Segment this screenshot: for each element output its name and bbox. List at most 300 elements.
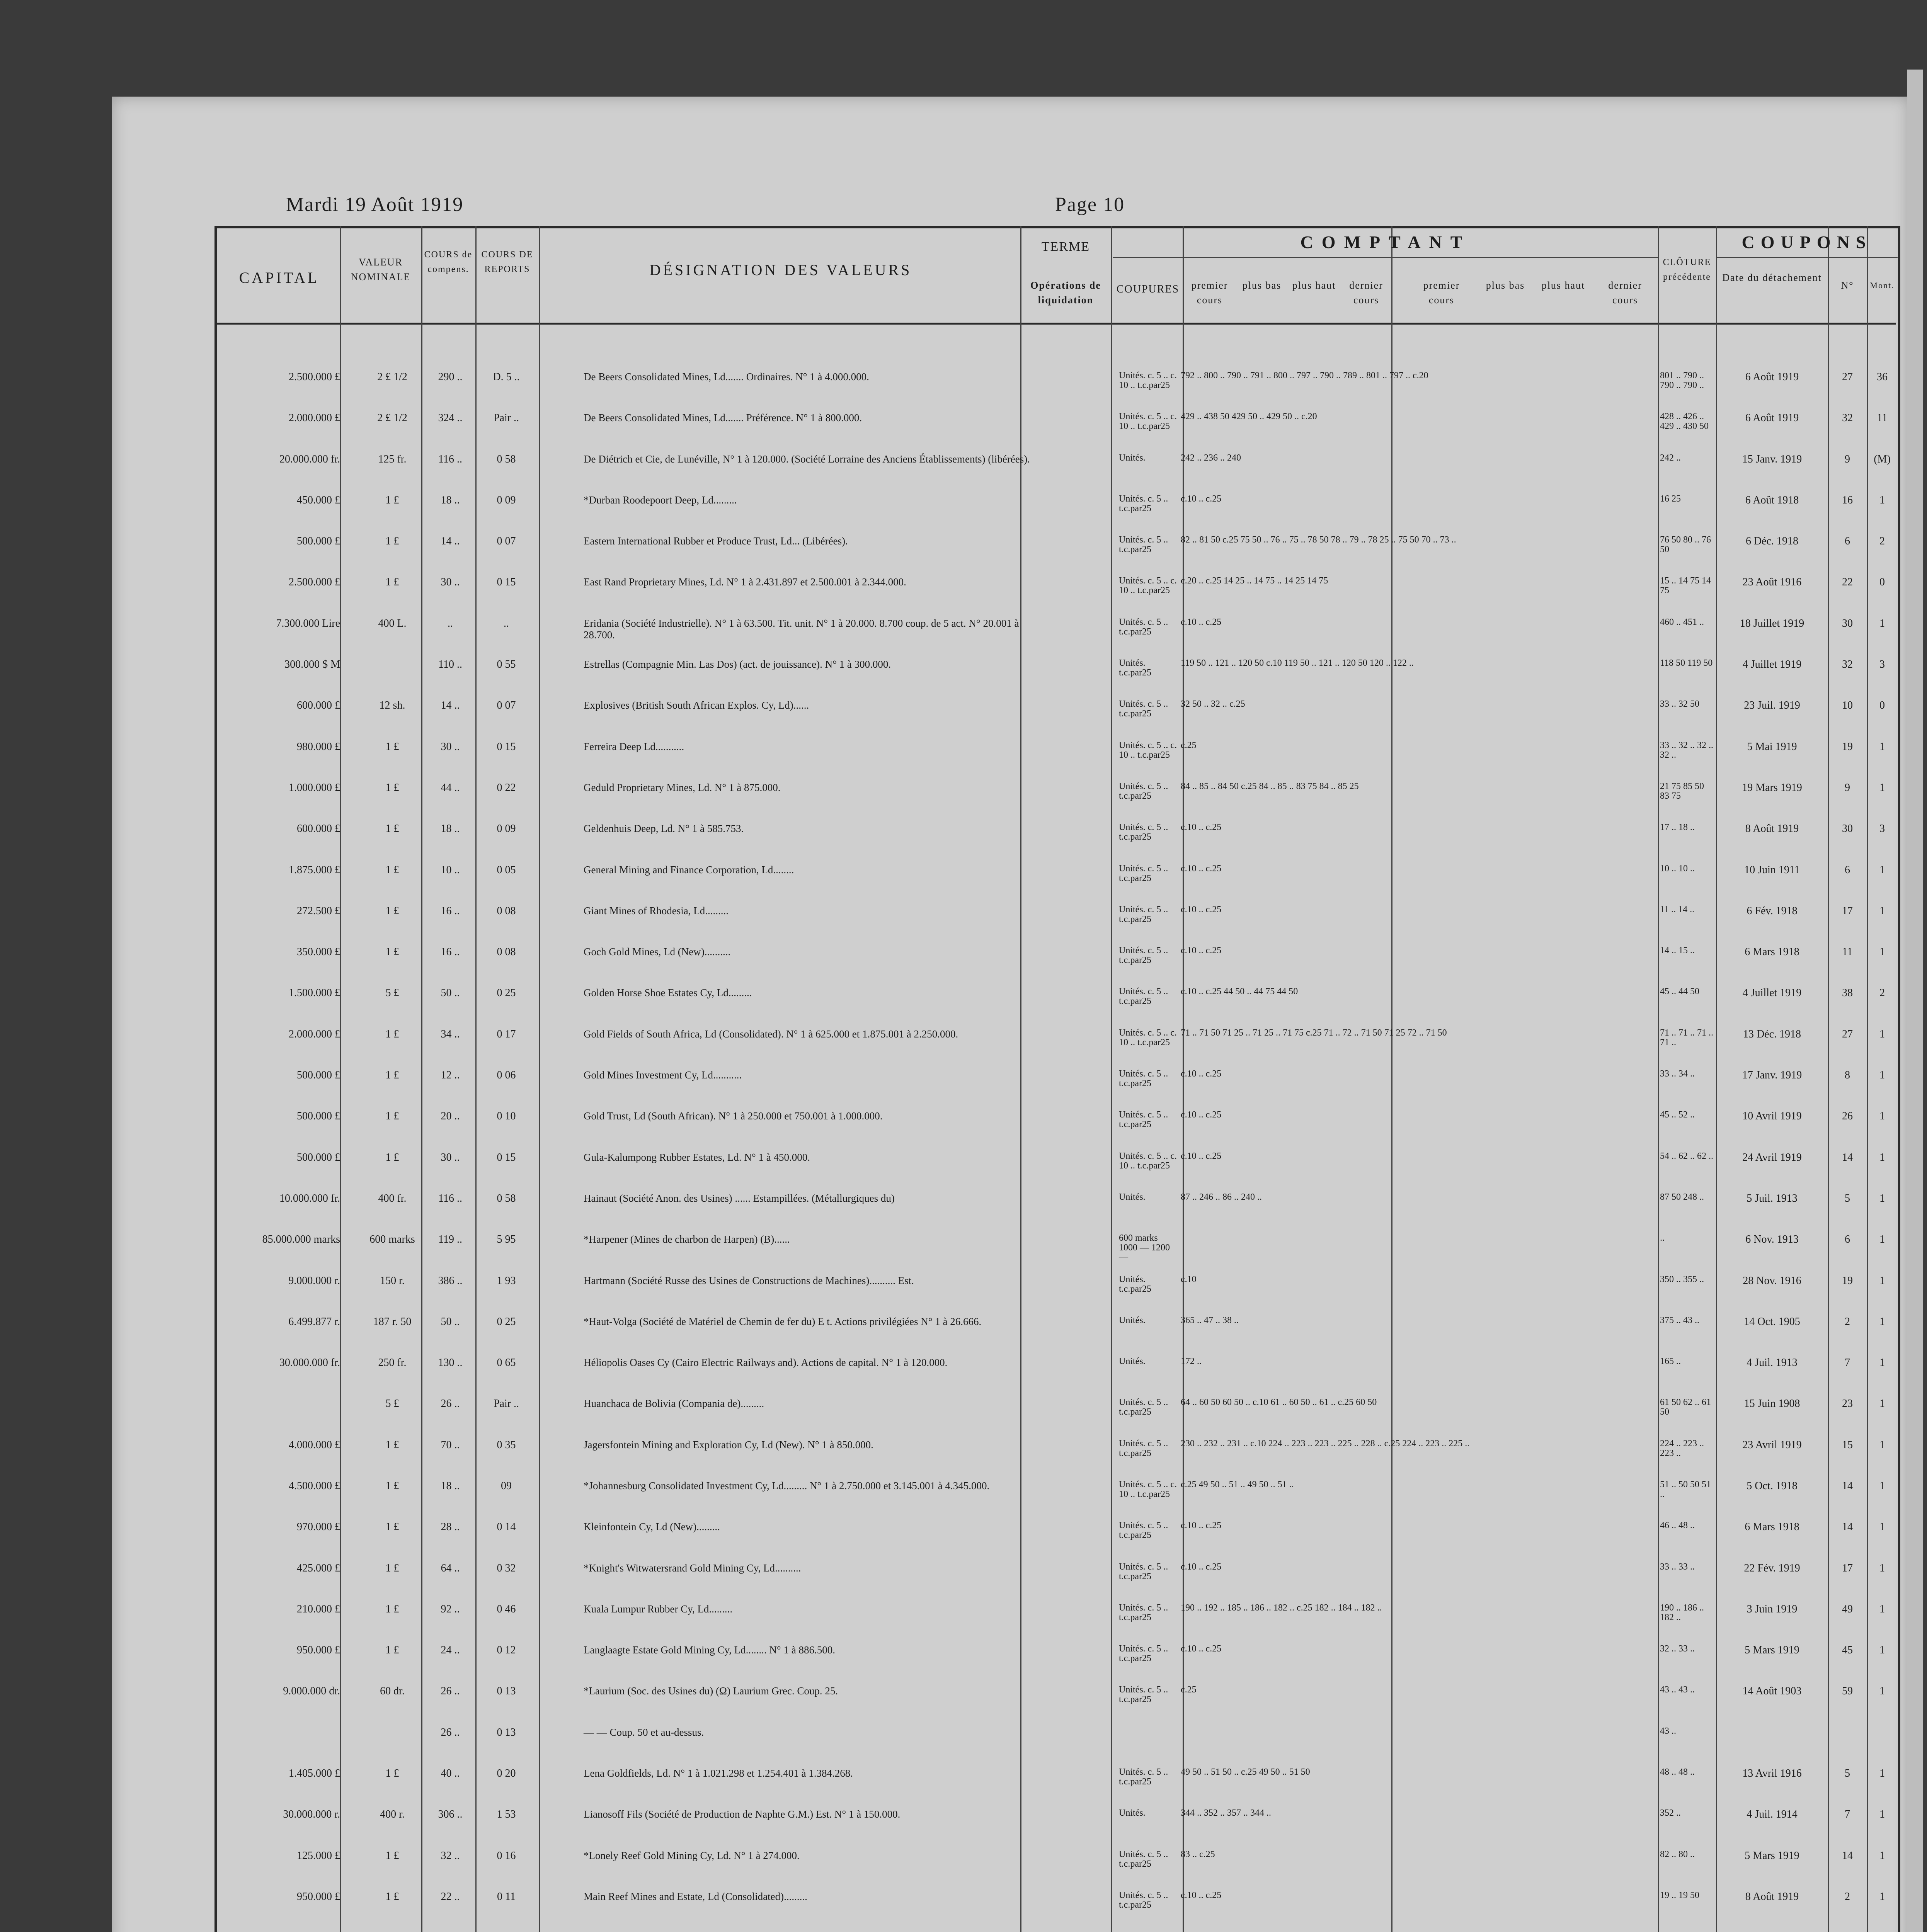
coupon-date-cell: 4 Juillet 1919: [1742, 987, 1802, 999]
coupon-date-cell: 14 Oct. 1905: [1744, 1315, 1800, 1328]
table-row: [0, 1110, 1927, 1149]
coupon-number-cell: 38: [1842, 987, 1853, 999]
coupures-cell: Unités. t.c.par25: [1119, 658, 1151, 678]
capital-cell: 300.000 $ M: [284, 658, 340, 671]
coupon-amount-cell: 1: [1879, 1603, 1885, 1615]
coupon-amount-cell: 1: [1879, 1644, 1885, 1656]
coupon-amount-cell: 1: [1879, 1357, 1885, 1369]
cours-cell: 40 ..: [441, 1767, 460, 1780]
coupures-cell: Unités. c. 5 .. c. 10 .. t.c.par25: [1119, 1151, 1177, 1171]
table-row: [0, 576, 1927, 615]
coupon-amount-cell: 1: [1879, 1151, 1885, 1163]
table-row: [0, 1151, 1927, 1190]
capital-cell: 425.000 £: [297, 1562, 340, 1574]
cours-values-cell: c.20 .. c.25 14 25 .. 14 75 .. 14 25 14 75: [1181, 576, 1328, 586]
cours-cell: 30 ..: [441, 740, 460, 753]
col-cloture: CLÔTURE précédente: [1663, 257, 1711, 282]
coupon-number-cell: 6: [1845, 864, 1850, 876]
reports-cell: 0 65: [497, 1357, 516, 1369]
cours-values-cell: c.10 .. c.25: [1181, 863, 1222, 874]
designation-cell: Estrellas (Compagnie Min. Las Dos) (act. de jouissance). N° 1 à 300.000.: [584, 658, 891, 670]
col-plus-bas: plus bas: [1242, 280, 1282, 291]
coupures-cell: Unités. c. 5 .. t.c.par25: [1119, 1069, 1168, 1089]
cours-values-cell: c.10 .. c.25: [1181, 904, 1222, 915]
cours-values-cell: c.10 .. c.25: [1181, 822, 1222, 833]
reports-cell: 0 20: [497, 1767, 516, 1780]
col-date-detach: Date du détachement: [1722, 272, 1822, 283]
cours-cell: 12 ..: [441, 1069, 460, 1082]
coupon-date-cell: 15 Juin 1908: [1744, 1398, 1800, 1410]
reports-cell: 0 14: [497, 1521, 516, 1533]
coupon-amount-cell: 0: [1879, 576, 1885, 588]
coupon-amount-cell: (M): [1874, 453, 1891, 465]
col-coupons: COUPONS: [1741, 232, 1872, 252]
designation-cell: Hartmann (Société Russe des Usines de Constructions de Machines).......... Est.: [584, 1274, 914, 1286]
cours-values-cell: 190 .. 192 .. 185 .. 186 .. 182 .. c.25 182 .. 184 .. 182 ..: [1181, 1602, 1382, 1613]
coupon-date-cell: 13 Déc. 1918: [1743, 1028, 1801, 1040]
coupures-cell: Unités. c. 5 .. t.c.par25: [1119, 1767, 1168, 1787]
designation-cell: Huanchaca de Bolivia (Compania de).........: [584, 1398, 764, 1410]
capital-cell: 210.000 £: [297, 1603, 340, 1615]
cours-cell: 290 ..: [438, 371, 463, 383]
table-row: [0, 1808, 1927, 1847]
coupon-number-cell: 16: [1842, 494, 1853, 506]
reports-cell: 0 58: [497, 453, 516, 465]
designation-cell: Gold Mines Investment Cy, Ld...........: [584, 1069, 742, 1081]
cours-cell: 34 ..: [441, 1028, 460, 1040]
table-row: [0, 1480, 1927, 1519]
coupon-date-cell: 4 Juillet 1919: [1742, 658, 1802, 671]
col-cours-compens: COURS de compens.: [424, 250, 473, 274]
coupon-date-cell: 5 Juil. 1913: [1747, 1192, 1798, 1204]
valeur-cell: 250 fr.: [378, 1357, 407, 1369]
designation-cell: Lianosoff Fils (Société de Production de Naphte G.M.) Est. N° 1 à 150.000.: [584, 1808, 901, 1820]
reports-cell: 0 32: [497, 1562, 516, 1574]
cloture-cell: 15 .. 14 75 14 75: [1660, 576, 1711, 596]
reports-cell: 0 07: [497, 535, 516, 548]
cloture-cell: 17 .. 18 ..: [1660, 822, 1695, 833]
capital-cell: 85.000.000 marks: [262, 1233, 340, 1246]
valeur-cell: 1 £: [385, 1069, 399, 1082]
coupon-date-cell: 5 Mars 1919: [1745, 1644, 1799, 1656]
designation-cell: Hainaut (Société Anon. des Usines) ...... Estampillées. (Métallurgiques du): [584, 1192, 895, 1204]
cloture-cell: 118 50 119 50: [1660, 658, 1713, 668]
coupures-cell: Unités. c. 5 .. c. 10 .. t.c.par25: [1119, 1480, 1177, 1499]
coupon-amount-cell: 1: [1879, 1192, 1885, 1204]
coupon-amount-cell: 1: [1879, 1890, 1885, 1903]
coupon-date-cell: 15 Janv. 1919: [1742, 453, 1802, 465]
coupon-amount-cell: 1: [1879, 1767, 1885, 1780]
coupon-amount-cell: 1: [1879, 781, 1885, 794]
coupures-cell: Unités. c. 5 .. t.c.par25: [1119, 493, 1168, 514]
reports-cell: 0 13: [497, 1726, 516, 1738]
reports-cell: 0 08: [497, 946, 516, 958]
cloture-cell: 16 25: [1660, 493, 1681, 504]
cours-values-cell: 429 .. 438 50 429 50 .. 429 50 .. c.20: [1181, 412, 1317, 422]
cours-values-cell: c.10: [1181, 1274, 1197, 1284]
valeur-cell: 1 £: [385, 1439, 399, 1451]
table-row: [0, 1192, 1927, 1231]
reports-cell: 1 53: [497, 1808, 516, 1821]
coupon-date-cell: 14 Août 1903: [1742, 1685, 1802, 1697]
cloture-cell: 21 75 85 50 83 75: [1660, 781, 1704, 801]
col-montant: Mont.: [1870, 281, 1895, 290]
reports-cell: 0 06: [497, 1069, 516, 1082]
coupures-cell: 600 marks 1000 — 1200 —: [1119, 1233, 1170, 1263]
coupon-number-cell: 2: [1845, 1315, 1850, 1328]
reports-cell: 0 12: [497, 1644, 516, 1656]
coupon-amount-cell: 3: [1879, 823, 1885, 835]
coupures-cell: Unités. c. 5 .. t.c.par25: [1119, 1397, 1168, 1417]
coupures-cell: Unités. c. 5 .. c. 10 .. t.c.par25: [1119, 412, 1177, 432]
cours-cell: 50 ..: [441, 1315, 460, 1328]
designation-cell: De Diétrich et Cie, de Lunéville, N° 1 à 120.000. (Société Lorraine des Anciens Établissements) (libérées).: [584, 453, 1030, 465]
coupon-number-cell: 11: [1842, 946, 1853, 958]
cours-values-cell: c.10 .. c.25: [1181, 1520, 1222, 1531]
cloture-cell: 801 .. 790 .. 790 .. 790 ..: [1660, 371, 1704, 390]
cours-values-cell: 242 .. 236 .. 240: [1181, 452, 1241, 463]
col-dernier-2: dernier cours: [1608, 280, 1642, 306]
cloture-cell: 428 .. 426 .. 429 .. 430 50: [1660, 412, 1709, 432]
cours-cell: ..: [448, 617, 453, 629]
valeur-cell: 125 fr.: [378, 453, 407, 465]
cours-cell: 70 ..: [441, 1439, 460, 1451]
coupon-date-cell: 18 Juillet 1919: [1740, 617, 1804, 629]
cours-cell: 16 ..: [441, 946, 460, 958]
cloture-cell: 33 .. 32 .. 32 .. 32 ..: [1660, 740, 1713, 760]
coupures-cell: Unités. c. 5 .. t.c.par25: [1119, 1644, 1168, 1664]
table-row: [0, 1275, 1927, 1313]
coupon-amount-cell: 1: [1879, 1685, 1885, 1697]
cours-cell: 16 ..: [441, 905, 460, 917]
cours-values-cell: 230 .. 232 .. 231 .. c.10 224 .. 223 .. 223 .. 225 .. 228 .. c.25 224 .. 223 .. 225 ..: [1181, 1438, 1470, 1449]
cours-values-cell: 344 .. 352 .. 357 .. 344 ..: [1181, 1808, 1271, 1818]
cours-cell: 64 ..: [441, 1562, 460, 1574]
cours-cell: 30 ..: [441, 576, 460, 588]
coupon-number-cell: 9: [1845, 781, 1850, 794]
cloture-cell: 61 50 62 .. 61 50: [1660, 1397, 1711, 1417]
coupon-number-cell: 45: [1842, 1644, 1853, 1656]
col-dernier: dernier cours: [1349, 280, 1383, 306]
table-row: [0, 987, 1927, 1026]
designation-cell: Gold Trust, Ld (South African). N° 1 à 250.000 et 750.001 à 1.000.000.: [584, 1110, 883, 1122]
cloture-cell: 224 .. 223 .. 223 ..: [1660, 1438, 1704, 1458]
designation-cell: Giant Mines of Rhodesia, Ld.........: [584, 905, 729, 917]
coupures-cell: Unités. c. 5 .. t.c.par25: [1119, 1110, 1168, 1130]
coupon-amount-cell: 1: [1879, 617, 1885, 629]
coupon-number-cell: 14: [1842, 1849, 1853, 1862]
coupon-date-cell: 4 Juil. 1913: [1747, 1357, 1798, 1369]
coupures-cell: Unités. t.c.par25: [1119, 1274, 1151, 1294]
coupon-number-cell: 26: [1842, 1110, 1853, 1122]
coupon-number-cell: 14: [1842, 1521, 1853, 1533]
valeur-cell: 1 £: [385, 576, 399, 588]
coupures-cell: Unités. c. 5 .. c. 10 .. t.c.par25: [1119, 576, 1177, 596]
capital-cell: 500.000 £: [297, 1069, 340, 1082]
cloture-cell: 165 ..: [1660, 1356, 1681, 1367]
coupon-date-cell: 24 Avril 1919: [1742, 1151, 1802, 1163]
capital-cell: 350.000 £: [297, 946, 340, 958]
capital-cell: 500.000 £: [297, 1110, 340, 1122]
cloture-cell: 14 .. 15 ..: [1660, 946, 1695, 956]
table-row: [0, 1439, 1927, 1478]
coupon-amount-cell: 11: [1877, 412, 1888, 424]
capital-cell: 950.000 £: [297, 1890, 340, 1903]
valeur-cell: 60 dr.: [380, 1685, 405, 1697]
cours-cell: 50 ..: [441, 987, 460, 999]
cours-values-cell: 49 50 .. 51 50 .. c.25 49 50 .. 51 50: [1181, 1767, 1310, 1777]
capital-cell: 2.000.000 £: [289, 1028, 340, 1040]
coupon-number-cell: 23: [1842, 1398, 1853, 1410]
reports-cell: 0 46: [497, 1603, 516, 1615]
col-cours-reports: COURS DE REPORTS: [481, 250, 533, 274]
cloture-cell: 33 .. 33 ..: [1660, 1561, 1695, 1572]
coupures-cell: Unités. c. 5 .. t.c.par25: [1119, 781, 1168, 801]
table-row: [0, 782, 1927, 820]
cours-values-cell: c.10 .. c.25 44 50 .. 44 75 44 50: [1181, 986, 1298, 997]
cours-values-cell: c.10 .. c.25: [1181, 1110, 1222, 1120]
capital-cell: 6.499.877 r.: [288, 1315, 340, 1328]
designation-cell: Explosives (British South African Explos. Cy, Ld)......: [584, 699, 809, 711]
capital-cell: 9.000.000 dr.: [283, 1685, 340, 1697]
table-row: [0, 1521, 1927, 1560]
coupon-amount-cell: 1: [1879, 946, 1885, 958]
cours-values-cell: 64 .. 60 50 60 50 .. c.10 61 .. 60 50 .. 61 .. c.25 60 50: [1181, 1397, 1377, 1408]
coupon-number-cell: 19: [1842, 1274, 1853, 1287]
coupon-number-cell: 19: [1842, 740, 1853, 753]
cours-values-cell: c.10 .. c.25: [1181, 946, 1222, 956]
col-premier: premier cours: [1191, 280, 1228, 306]
reports-cell: 0 10: [497, 1110, 516, 1122]
capital-cell: 500.000 £: [297, 535, 340, 548]
valeur-cell: 1 £: [385, 1849, 399, 1862]
designation-cell: *Harpener (Mines de charbon de Harpen) (B)......: [584, 1233, 790, 1245]
reports-cell: 0 15: [497, 576, 516, 588]
cours-values-cell: 83 .. c.25: [1181, 1849, 1215, 1859]
capital-cell: 9.000.000 r.: [288, 1274, 340, 1287]
col-terme: TERME: [1041, 240, 1090, 254]
table-row: [0, 1357, 1927, 1395]
reports-cell: 0 35: [497, 1439, 516, 1451]
capital-cell: 1.405.000 £: [289, 1767, 340, 1780]
table-row: [0, 658, 1927, 697]
valeur-cell: 1 £: [385, 1562, 399, 1574]
valeur-cell: 1 £: [385, 1767, 399, 1780]
designation-cell: Gula-Kalumpong Rubber Estates, Ld. N° 1 à 450.000.: [584, 1151, 810, 1163]
coupon-date-cell: 28 Nov. 1916: [1743, 1274, 1801, 1287]
coupon-number-cell: 32: [1842, 412, 1853, 424]
cloture-cell: 45 .. 52 ..: [1660, 1110, 1695, 1120]
coupon-amount-cell: 0: [1879, 699, 1885, 712]
reports-cell: 0 05: [497, 864, 516, 876]
reports-cell: 0 58: [497, 1192, 516, 1204]
coupures-cell: Unités. c. 5 .. t.c.par25: [1119, 1520, 1168, 1541]
cours-cell: 92 ..: [441, 1603, 460, 1615]
valeur-cell: 400 fr.: [378, 1192, 407, 1204]
valeur-cell: 1 £: [385, 781, 399, 794]
table-row: [0, 1233, 1927, 1272]
cours-cell: 110 ..: [438, 658, 462, 671]
designation-cell: East Rand Proprietary Mines, Ld. N° 1 à 2.431.897 et 2.500.001 à 2.344.000.: [584, 576, 906, 588]
coupon-number-cell: 8: [1845, 1069, 1850, 1082]
table-row: [0, 823, 1927, 861]
cours-values-cell: 82 .. 81 50 c.25 75 50 .. 76 .. 75 .. 78 50 78 .. 79 .. 78 25 .. 75 50 70 .. 73 ..: [1181, 535, 1456, 545]
table-row: [0, 1562, 1927, 1601]
coupon-date-cell: 6 Fév. 1918: [1747, 905, 1798, 917]
cours-values-cell: c.25: [1181, 1685, 1197, 1695]
coupon-number-cell: 6: [1845, 1233, 1850, 1246]
coupon-number-cell: 7: [1845, 1808, 1850, 1821]
coupon-date-cell: 6 Nov. 1913: [1745, 1233, 1799, 1246]
coupon-amount-cell: 1: [1879, 1315, 1885, 1328]
valeur-cell: 1 £: [385, 905, 399, 917]
coupon-amount-cell: 1: [1879, 1849, 1885, 1862]
table-row: [0, 1726, 1927, 1765]
coupon-amount-cell: 1: [1879, 1808, 1885, 1821]
coupures-cell: Unités. c. 5 .. t.c.par25: [1119, 1602, 1168, 1622]
designation-cell: General Mining and Finance Corporation, Ld........: [584, 864, 794, 876]
designation-cell: Kuala Lumpur Rubber Cy, Ld.........: [584, 1603, 733, 1615]
table-row: [0, 1028, 1927, 1067]
valeur-cell: 1 £: [385, 1603, 399, 1615]
designation-cell: *Durban Roodepoort Deep, Ld.........: [584, 494, 737, 506]
capital-cell: 30.000.000 fr.: [279, 1357, 340, 1369]
capital-cell: 7.300.000 Lire: [276, 617, 340, 629]
table-row: [0, 1685, 1927, 1724]
cloture-cell: 76 50 80 .. 76 50: [1660, 535, 1711, 555]
coupon-amount-cell: 2: [1879, 535, 1885, 548]
cloture-cell: 48 .. 48 ..: [1660, 1767, 1695, 1777]
designation-cell: De Beers Consolidated Mines, Ld....... Préférence. N° 1 à 800.000.: [584, 412, 862, 424]
designation-cell: *Lonely Reef Gold Mining Cy, Ld. N° 1 à 274.000.: [584, 1849, 800, 1861]
designation-cell: Main Reef Mines and Estate, Ld (Consolidated).........: [584, 1890, 807, 1902]
cloture-cell: 460 .. 451 ..: [1660, 617, 1704, 627]
capital-cell: 500.000 £: [297, 1151, 340, 1163]
valeur-cell: 1 £: [385, 1890, 399, 1903]
cours-values-cell: c.10 .. c.25: [1181, 493, 1222, 504]
coupures-cell: Unités.: [1119, 452, 1146, 463]
cours-values-cell: c.10 .. c.25: [1181, 617, 1222, 627]
cours-cell: 30 ..: [441, 1151, 460, 1163]
coupon-amount-cell: 1: [1879, 1110, 1885, 1122]
valeur-cell: 1 £: [385, 946, 399, 958]
valeur-cell: 1 £: [385, 740, 399, 753]
designation-cell: Lena Goldfields, Ld. N° 1 à 1.021.298 et 1.254.401 à 1.384.268.: [584, 1767, 853, 1779]
col-capital: CAPITAL: [239, 269, 320, 286]
designation-cell: De Beers Consolidated Mines, Ld....... Ordinaires. N° 1 à 4.000.000.: [584, 371, 869, 383]
coupon-amount-cell: 1: [1879, 1233, 1885, 1246]
cours-values-cell: c.10 .. c.25: [1181, 1151, 1222, 1161]
capital-cell: 4.000.000 £: [289, 1439, 340, 1451]
designation-cell: Jagersfontein Mining and Exploration Cy, Ld (New). N° 1 à 850.000.: [584, 1439, 873, 1451]
coupon-amount-cell: 36: [1877, 371, 1888, 383]
col-comptant: COMPTANT: [1300, 232, 1471, 252]
reports-cell: 0 15: [497, 740, 516, 753]
coupon-amount-cell: 1: [1879, 1274, 1885, 1287]
coupon-date-cell: 23 Juil. 1919: [1744, 699, 1800, 712]
coupon-number-cell: 27: [1842, 371, 1853, 383]
cours-cell: 32 ..: [441, 1849, 460, 1862]
designation-cell: *Johannesburg Consolidated Investment Cy, Ld......... N° 1 à 2.750.000 et 3.145.001 à 4.345.000.: [584, 1480, 990, 1492]
coupon-amount-cell: 1: [1879, 1480, 1885, 1492]
coupon-number-cell: 14: [1842, 1151, 1853, 1163]
capital-cell: 450.000 £: [297, 494, 340, 506]
reports-cell: 0 08: [497, 905, 516, 917]
cloture-cell: 54 .. 62 .. 62 ..: [1660, 1151, 1713, 1161]
coupon-date-cell: 10 Avril 1919: [1742, 1110, 1802, 1122]
col-plus-haut: plus haut: [1292, 280, 1336, 291]
capital-cell: 1.000.000 £: [289, 781, 340, 794]
rule: [1113, 257, 1658, 258]
col-no: N°: [1841, 280, 1854, 291]
designation-cell: Geldenhuis Deep, Ld. N° 1 à 585.753.: [584, 823, 744, 835]
cours-values-cell: c.25: [1181, 740, 1197, 750]
designation-cell: — — Coup. 50 et au-dessus.: [584, 1726, 704, 1738]
reports-cell: Pair ..: [493, 1398, 519, 1410]
valeur-cell: 1 £: [385, 535, 399, 548]
coupures-cell: Unités. c. 5 .. t.c.par25: [1119, 946, 1168, 966]
table-row: [0, 412, 1927, 451]
cloture-cell: 43 ..: [1660, 1726, 1676, 1736]
col-coupures: COUPURES: [1116, 283, 1180, 295]
reports-cell: 0 07: [497, 699, 516, 712]
coupon-number-cell: 6: [1845, 535, 1850, 548]
designation-cell: Héliopolis Oases Cy (Cairo Electric Railways and). Actions de capital. N° 1 à 120.000.: [584, 1357, 948, 1369]
designation-cell: *Knight's Witwatersrand Gold Mining Cy, Ld..........: [584, 1562, 801, 1574]
capital-cell: 950.000 £: [297, 1644, 340, 1656]
page-number: Page 10: [1055, 194, 1125, 216]
coupon-number-cell: 2: [1845, 1890, 1850, 1903]
cours-values-cell: 32 50 .. 32 .. c.25: [1181, 699, 1245, 709]
coupon-number-cell: 30: [1842, 823, 1853, 835]
coupon-number-cell: 17: [1842, 1562, 1853, 1574]
table-row: [0, 1767, 1927, 1806]
designation-cell: Eastern International Rubber et Produce Trust, Ld... (Libérées).: [584, 535, 848, 547]
table-row: [0, 371, 1927, 410]
cours-values-cell: 792 .. 800 .. 790 .. 791 .. 800 .. 797 .. 790 .. 789 .. 801 .. 797 .. c.20: [1181, 371, 1428, 381]
coupon-date-cell: 6 Mars 1918: [1745, 1521, 1799, 1533]
coupon-number-cell: 9: [1845, 453, 1850, 465]
table-row: [0, 1891, 1927, 1929]
coupon-date-cell: 6 Août 1918: [1745, 494, 1799, 506]
capital-cell: 4.500.000 £: [289, 1480, 340, 1492]
coupon-date-cell: 17 Janv. 1919: [1742, 1069, 1802, 1082]
designation-cell: *Laurium (Soc. des Usines du) (Ω) Laurium Grec. Coup. 25.: [584, 1685, 838, 1697]
reports-cell: D. 5 ..: [493, 371, 520, 383]
cours-cell: 14 ..: [441, 535, 460, 548]
coupon-date-cell: 19 Mars 1919: [1742, 781, 1802, 794]
col-plus-haut-2: plus haut: [1541, 280, 1585, 291]
coupon-amount-cell: 1: [1879, 1028, 1885, 1040]
reports-cell: 0 09: [497, 494, 516, 506]
valeur-cell: 187 r. 50: [373, 1315, 412, 1328]
cours-values-cell: 119 50 .. 121 .. 120 50 c.10 119 50 .. 121 .. 120 50 120 .. 122 ..: [1181, 658, 1414, 668]
coupon-amount-cell: 1: [1879, 1069, 1885, 1082]
coupon-number-cell: 17: [1842, 905, 1853, 917]
page-date: Mardi 19 Août 1919: [286, 194, 464, 216]
cours-values-cell: 87 .. 246 .. 86 .. 240 ..: [1181, 1192, 1262, 1202]
coupon-date-cell: 5 Oct. 1918: [1747, 1480, 1798, 1492]
cours-values-cell: 172 ..: [1181, 1356, 1202, 1367]
coupon-amount-cell: 3: [1879, 658, 1885, 671]
valeur-cell: 12 sh.: [379, 699, 405, 712]
coupon-number-cell: 5: [1845, 1767, 1850, 1780]
valeur-cell: 400 r.: [380, 1808, 405, 1821]
coupures-cell: Unités. c. 5 .. t.c.par25: [1119, 535, 1168, 555]
reports-cell: 0 25: [497, 1315, 516, 1328]
valeur-cell: 1 £: [385, 494, 399, 506]
coupon-amount-cell: 2: [1879, 987, 1885, 999]
